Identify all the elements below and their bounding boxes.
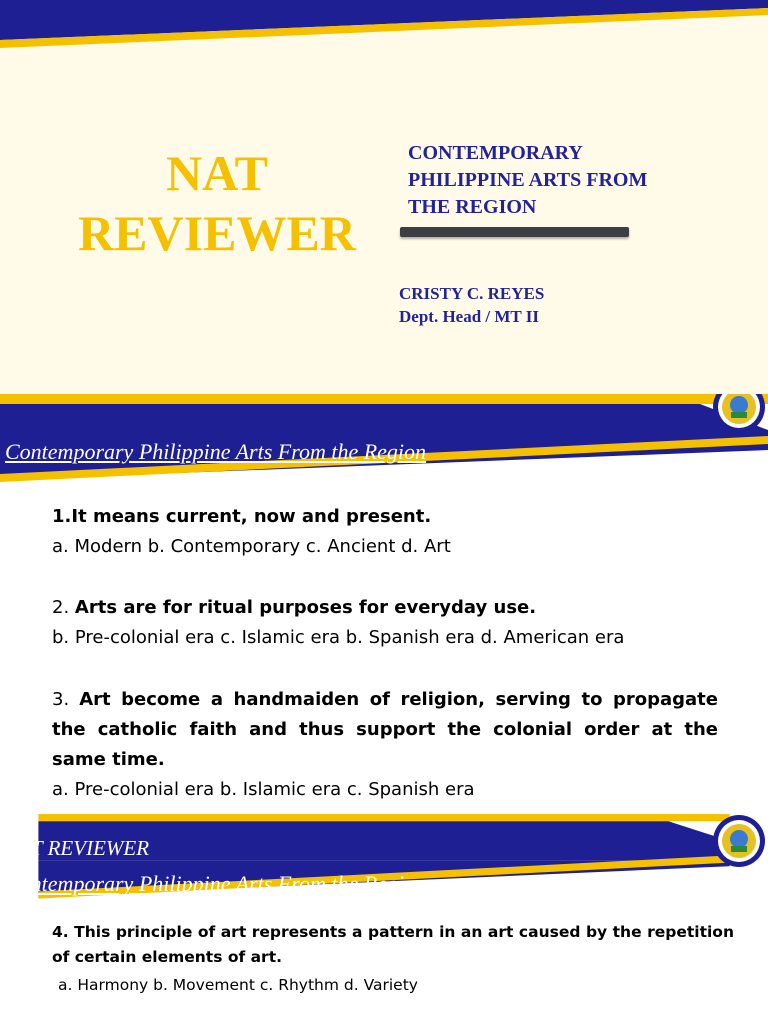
question-1-number: 1. xyxy=(52,506,72,527)
title-line-2: REVIEWER xyxy=(78,205,356,261)
question-2-choices: b. Pre-colonial era c. Islamic era b. Spanish era d. American era xyxy=(52,627,625,648)
question-1 xyxy=(52,502,718,562)
title-slide xyxy=(0,0,768,394)
subtitle-line-2: PHILIPPINE ARTS FROM xyxy=(408,169,648,191)
subtitle-line-1: CONTEMPORARY xyxy=(408,142,583,164)
school-seal-icon xyxy=(712,394,766,434)
question-3-text xyxy=(52,685,718,775)
question-1-text xyxy=(52,502,718,532)
question-3-stem: Art become a handmaiden of religion, serving to propagate the catholic faith and thus support the colonial order at the same time. xyxy=(52,689,718,770)
question-2-stem: Arts are for ritual purposes for everyday use. xyxy=(74,597,537,618)
question-3-number: 3. xyxy=(52,689,70,710)
slide-header-title: Contemporary Philippine Arts From the Region xyxy=(5,439,427,464)
school-seal-icon xyxy=(712,814,766,868)
author-name: CRISTY C. REYES xyxy=(399,284,545,303)
divider-bar xyxy=(400,227,629,237)
question-3 xyxy=(52,685,718,805)
question-1-choices: a. Modern b. Contemporary c. Ancient d. Art xyxy=(52,536,451,557)
nat-reviewer-label: NAT REVIEWER xyxy=(5,836,150,860)
question-4-text: 4. This principle of art represents a pattern in an art caused by the repetition of certain elements of art. xyxy=(52,923,734,966)
question-4-choices: a. Harmony b. Movement c. Rhythm d. Variety xyxy=(58,976,418,994)
slide-header-title: Contemporary Philippine Arts From the Region xyxy=(5,871,427,896)
main-title xyxy=(52,143,382,263)
question-slide-1 xyxy=(0,394,768,814)
question-3-choices: a. Pre-colonial era b. Islamic era c. Spanish era xyxy=(52,779,475,800)
subtitle xyxy=(408,140,748,221)
question-2-number: 2. xyxy=(52,597,70,618)
top-banner-stripes xyxy=(0,0,768,50)
question-slide-2 xyxy=(0,814,768,1024)
author-block xyxy=(399,282,544,328)
question-2-text xyxy=(52,593,718,623)
author-role: Dept. Head / MT II xyxy=(399,307,539,326)
question-2 xyxy=(52,593,718,653)
title-line-1: NAT xyxy=(166,145,268,201)
subtitle-line-3: THE REGION xyxy=(408,196,537,218)
question-1-stem: It means current, now and present. xyxy=(71,506,432,527)
